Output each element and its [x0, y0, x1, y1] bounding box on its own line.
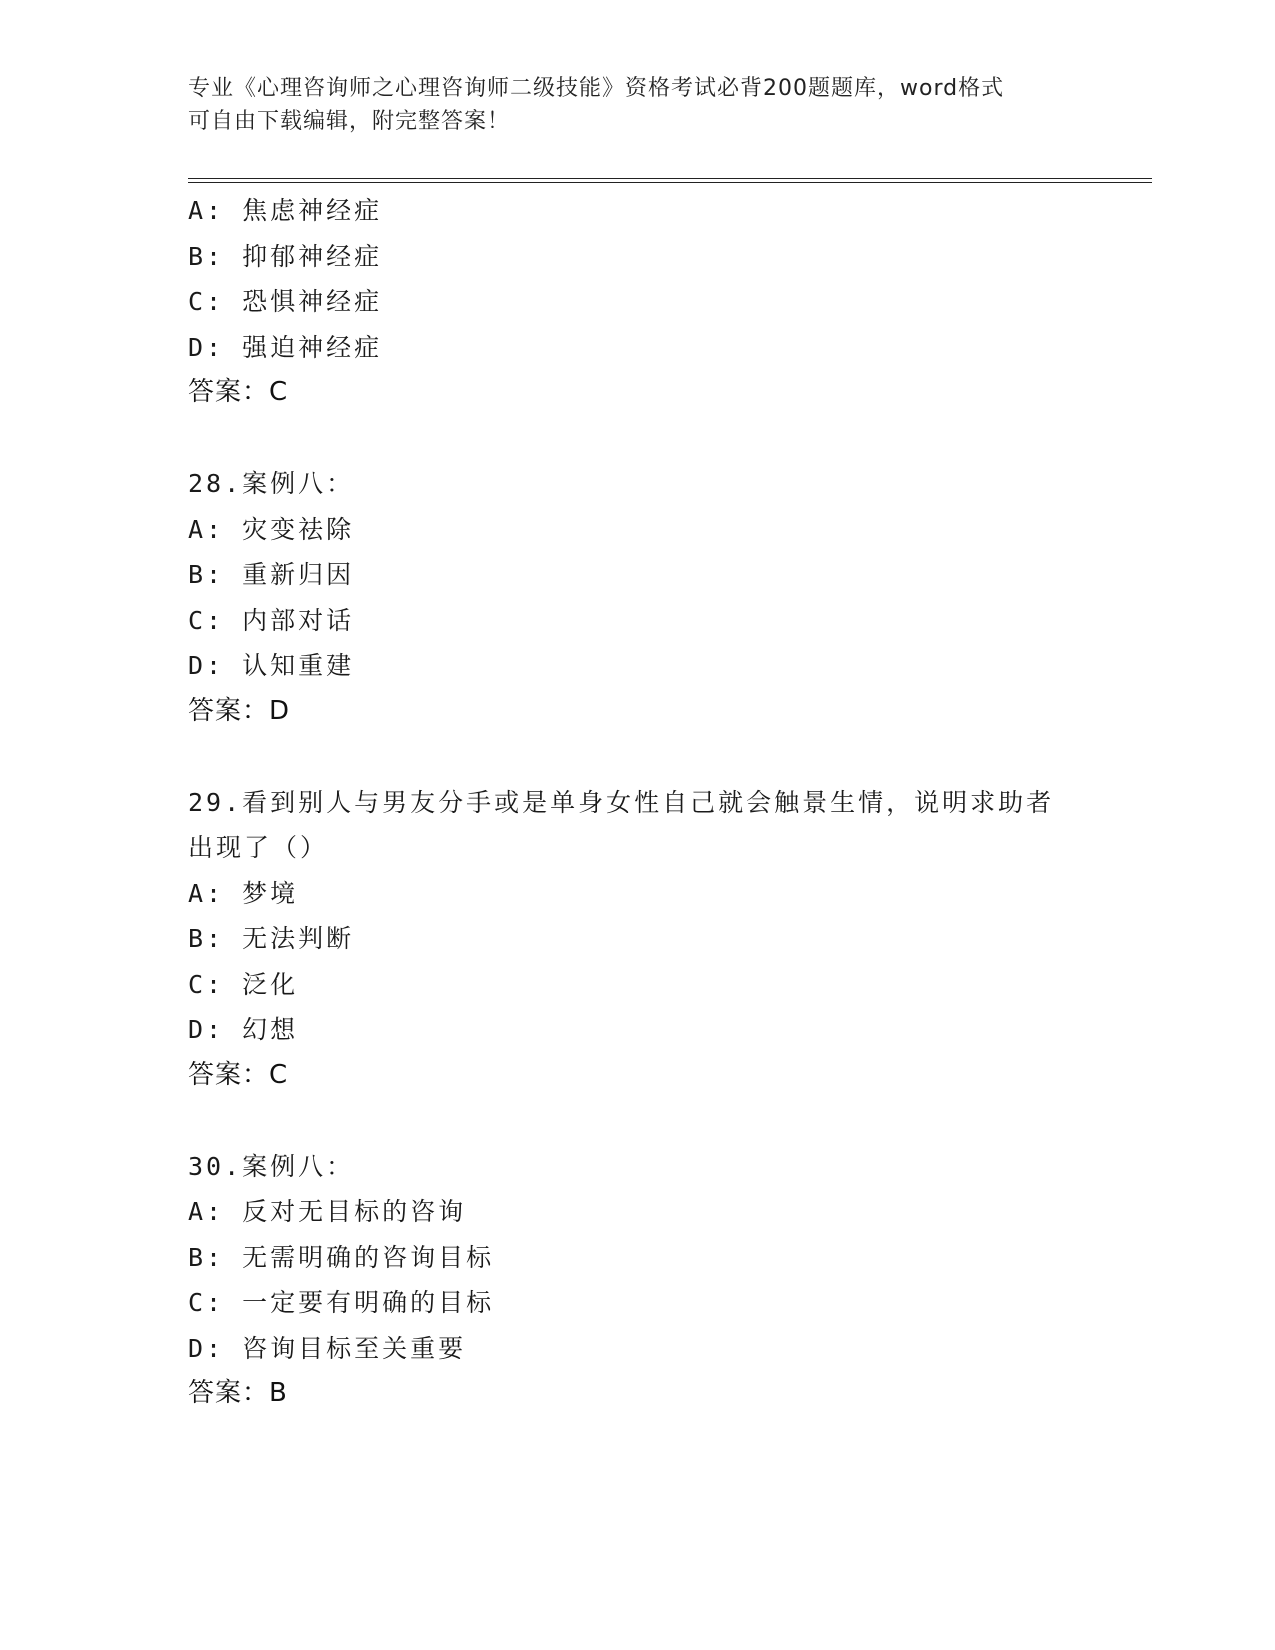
- option-d: D: 认知重建: [188, 651, 355, 680]
- answer-label: 答案：C: [188, 377, 289, 407]
- question-stem: 30.案例八：: [188, 1151, 355, 1181]
- option-c: C: 一定要有明确的目标: [188, 1288, 495, 1317]
- answer-label: 答案：B: [188, 1378, 288, 1408]
- option-d: D: 幻想: [188, 1015, 299, 1044]
- option-b: B: 无法判断: [188, 924, 355, 953]
- header-line-2: 可自由下载编辑，附完整答案！: [188, 109, 511, 134]
- option-c: C: 泛化: [188, 969, 299, 999]
- spacer: [188, 416, 1088, 462]
- question-29-block: [188, 780, 1088, 1099]
- option-b: B: 重新归因: [188, 560, 355, 589]
- question-28-block: [188, 461, 1088, 734]
- question-list: [188, 188, 1088, 1417]
- header-line-1: 专业《心理咨询师之心理咨询师二级技能》资格考试必背200题题库，word格式: [188, 76, 1005, 101]
- question-stem: 28.案例八：: [188, 469, 355, 498]
- document-header: [188, 72, 1068, 138]
- option-a: A: 焦虑神经症: [188, 196, 383, 225]
- header-divider-bottom: [188, 182, 1152, 183]
- option-b: B: 无需明确的咨询目标: [188, 1242, 495, 1272]
- question-30-block: [188, 1144, 1088, 1417]
- question-stem-line-1: 29.看到别人与男友分手或是单身女性自己就会触景生情，说明求助者: [188, 787, 1055, 817]
- answer-label: 答案：D: [188, 695, 291, 726]
- question-stem-line-2: 出现了（）: [188, 833, 329, 862]
- spacer: [188, 734, 1088, 780]
- answer-label: 答案：C: [188, 1059, 289, 1090]
- question-27-block: [188, 188, 1088, 416]
- spacer: [188, 1098, 1088, 1144]
- option-a: A: 灾变祛除: [188, 514, 355, 544]
- option-c: C: 恐惧神经症: [188, 287, 383, 316]
- option-d: D: 咨询目标至关重要: [188, 1333, 467, 1363]
- option-a: A: 梦境: [188, 878, 299, 908]
- option-b: B: 抑郁神经症: [188, 241, 383, 271]
- option-c: C: 内部对话: [188, 605, 355, 635]
- option-a: A: 反对无目标的咨询: [188, 1197, 467, 1226]
- option-d: D: 强迫神经症: [188, 332, 383, 362]
- header-divider-top: [188, 178, 1152, 179]
